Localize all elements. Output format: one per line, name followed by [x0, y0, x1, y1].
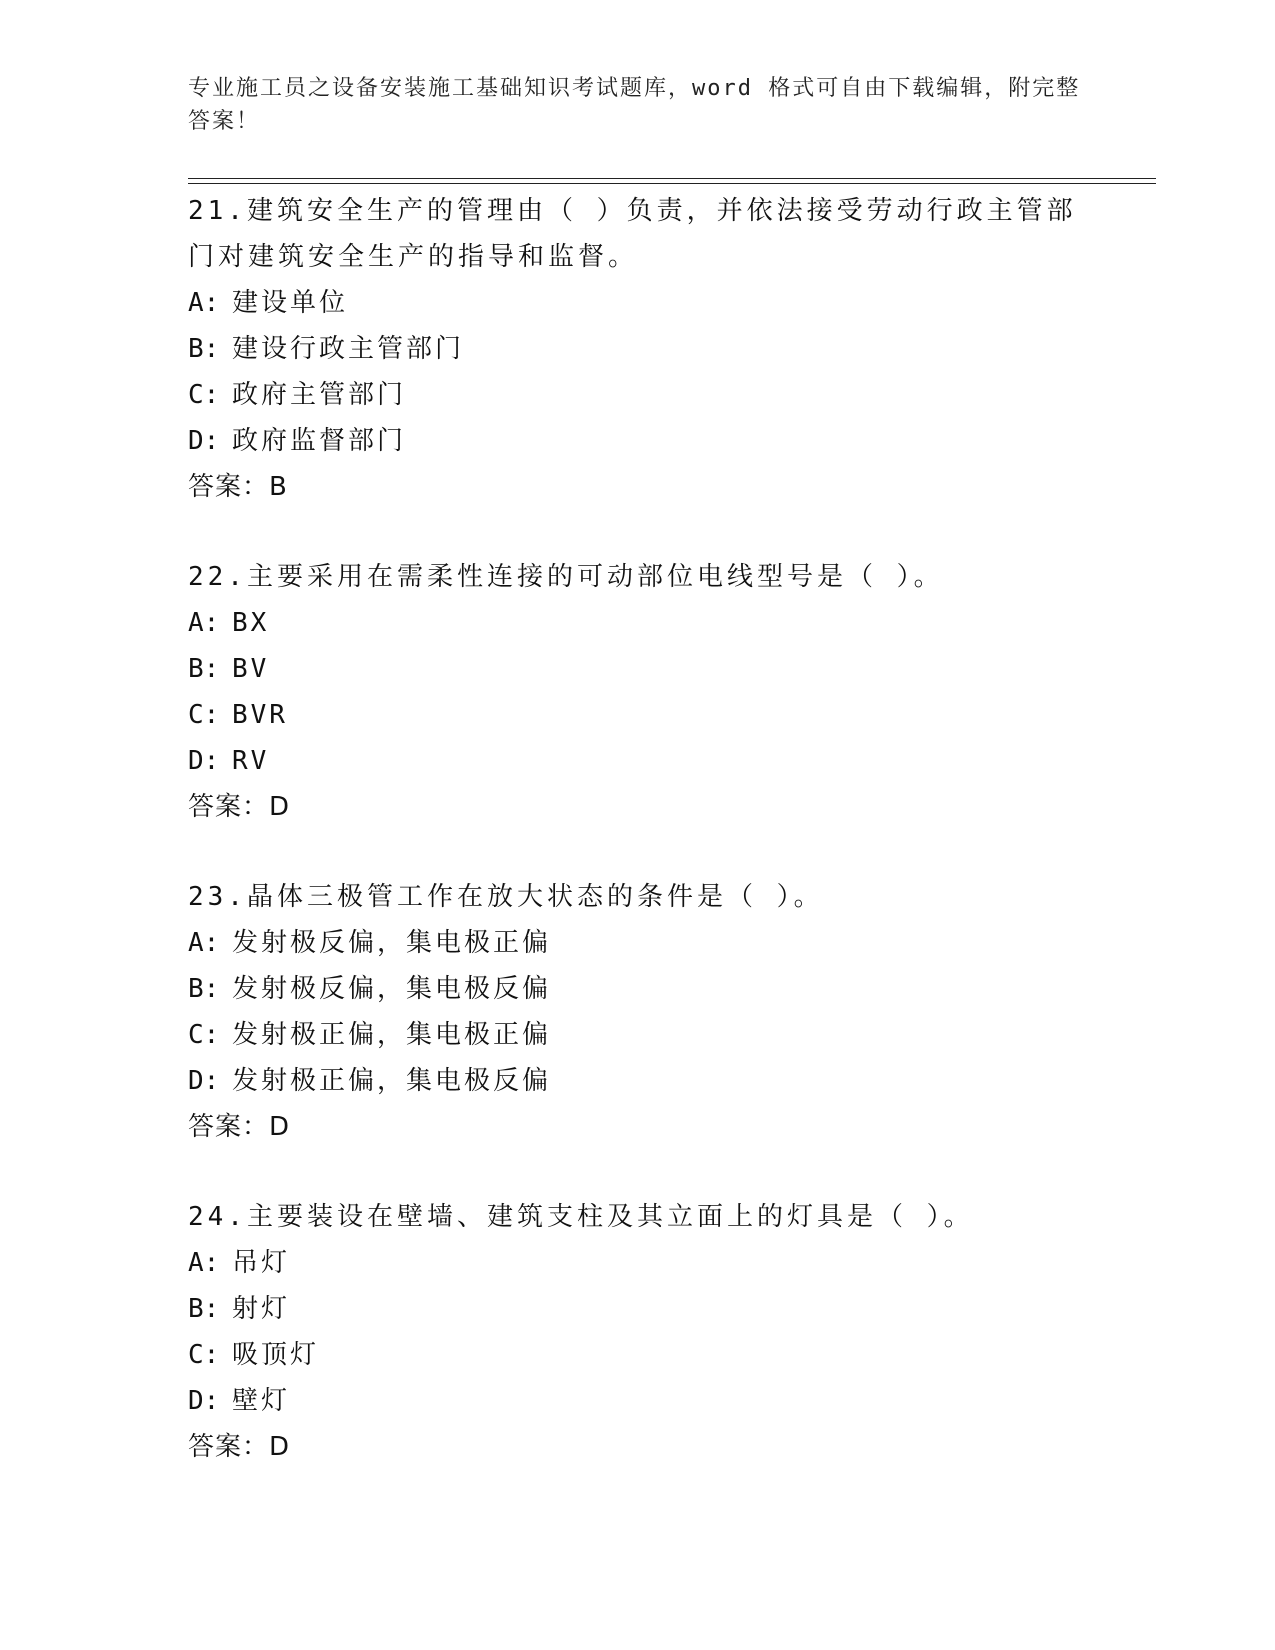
- option-text: 建设行政主管部门: [232, 334, 465, 364]
- option-letter: C:: [188, 700, 220, 730]
- header-divider-bottom: [188, 183, 1156, 184]
- answer-line: 答案：B: [188, 472, 288, 502]
- option-text: 吸顶灯: [232, 1340, 320, 1370]
- option-letter: D:: [188, 426, 220, 456]
- document-intro: 专业施工员之设备安装施工基础知识考试题库，word 格式可自由下载编辑，附完整答案！: [188, 76, 1081, 134]
- option-text: 射灯: [232, 1294, 291, 1324]
- option-text: BV: [232, 654, 270, 684]
- option-text: 壁灯: [232, 1386, 291, 1416]
- option-d: [188, 1058, 1088, 1104]
- option-text: 发射极正偏，集电极反偏: [232, 1066, 552, 1096]
- option-letter: A:: [188, 928, 220, 958]
- option-c: [188, 372, 1088, 418]
- option-text: 建设单位: [232, 288, 349, 318]
- option-a: [188, 1240, 1088, 1286]
- question-23: [188, 874, 1088, 1150]
- option-letter: D:: [188, 1066, 220, 1096]
- option-letter: D:: [188, 1386, 220, 1416]
- option-letter: C:: [188, 1340, 220, 1370]
- option-c: [188, 1012, 1088, 1058]
- option-letter: A:: [188, 288, 220, 318]
- option-c: [188, 1332, 1088, 1378]
- option-a: [188, 600, 1088, 646]
- option-letter: C:: [188, 380, 220, 410]
- option-text: 政府主管部门: [232, 380, 407, 410]
- option-c: [188, 692, 1088, 738]
- option-d: [188, 1378, 1088, 1424]
- option-letter: B:: [188, 654, 220, 684]
- option-letter: B:: [188, 1294, 220, 1324]
- question-stem: 22.主要采用在需柔性连接的可动部位电线型号是（ ）。: [188, 562, 944, 592]
- option-d: [188, 738, 1088, 784]
- option-b: [188, 966, 1088, 1012]
- option-b: [188, 646, 1088, 692]
- header-divider-top: [188, 178, 1156, 179]
- option-letter: D:: [188, 746, 220, 776]
- question-stem: 23.晶体三极管工作在放大状态的条件是（ ）。: [188, 882, 824, 912]
- question-stem: 21.建筑安全生产的管理由（ ）负责，并依法接受劳动行政主管部门对建筑安全生产的指导和监督。: [188, 196, 1077, 272]
- answer-line: 答案：D: [188, 1432, 291, 1462]
- option-text: 政府监督部门: [232, 426, 407, 456]
- option-text: BX: [232, 608, 270, 638]
- option-text: 吊灯: [232, 1248, 291, 1278]
- question-22: [188, 554, 1088, 830]
- option-letter: C:: [188, 1020, 220, 1050]
- option-a: [188, 280, 1088, 326]
- option-a: [188, 920, 1088, 966]
- option-b: [188, 1286, 1088, 1332]
- option-text: 发射极反偏，集电极反偏: [232, 974, 552, 1004]
- question-21: [188, 188, 1088, 510]
- option-letter: B:: [188, 334, 220, 364]
- option-letter: B:: [188, 974, 220, 1004]
- option-d: [188, 418, 1088, 464]
- option-text: RV: [232, 746, 270, 776]
- question-stem: 24.主要装设在壁墙、建筑支柱及其立面上的灯具是（ ）。: [188, 1202, 974, 1232]
- option-text: 发射极反偏，集电极正偏: [232, 928, 552, 958]
- option-text: BVR: [232, 700, 288, 730]
- question-24: [188, 1194, 1088, 1470]
- option-b: [188, 326, 1088, 372]
- option-letter: A:: [188, 608, 220, 638]
- option-text: 发射极正偏，集电极正偏: [232, 1020, 552, 1050]
- answer-line: 答案：D: [188, 1112, 291, 1142]
- option-letter: A:: [188, 1248, 220, 1278]
- answer-line: 答案：D: [188, 792, 291, 822]
